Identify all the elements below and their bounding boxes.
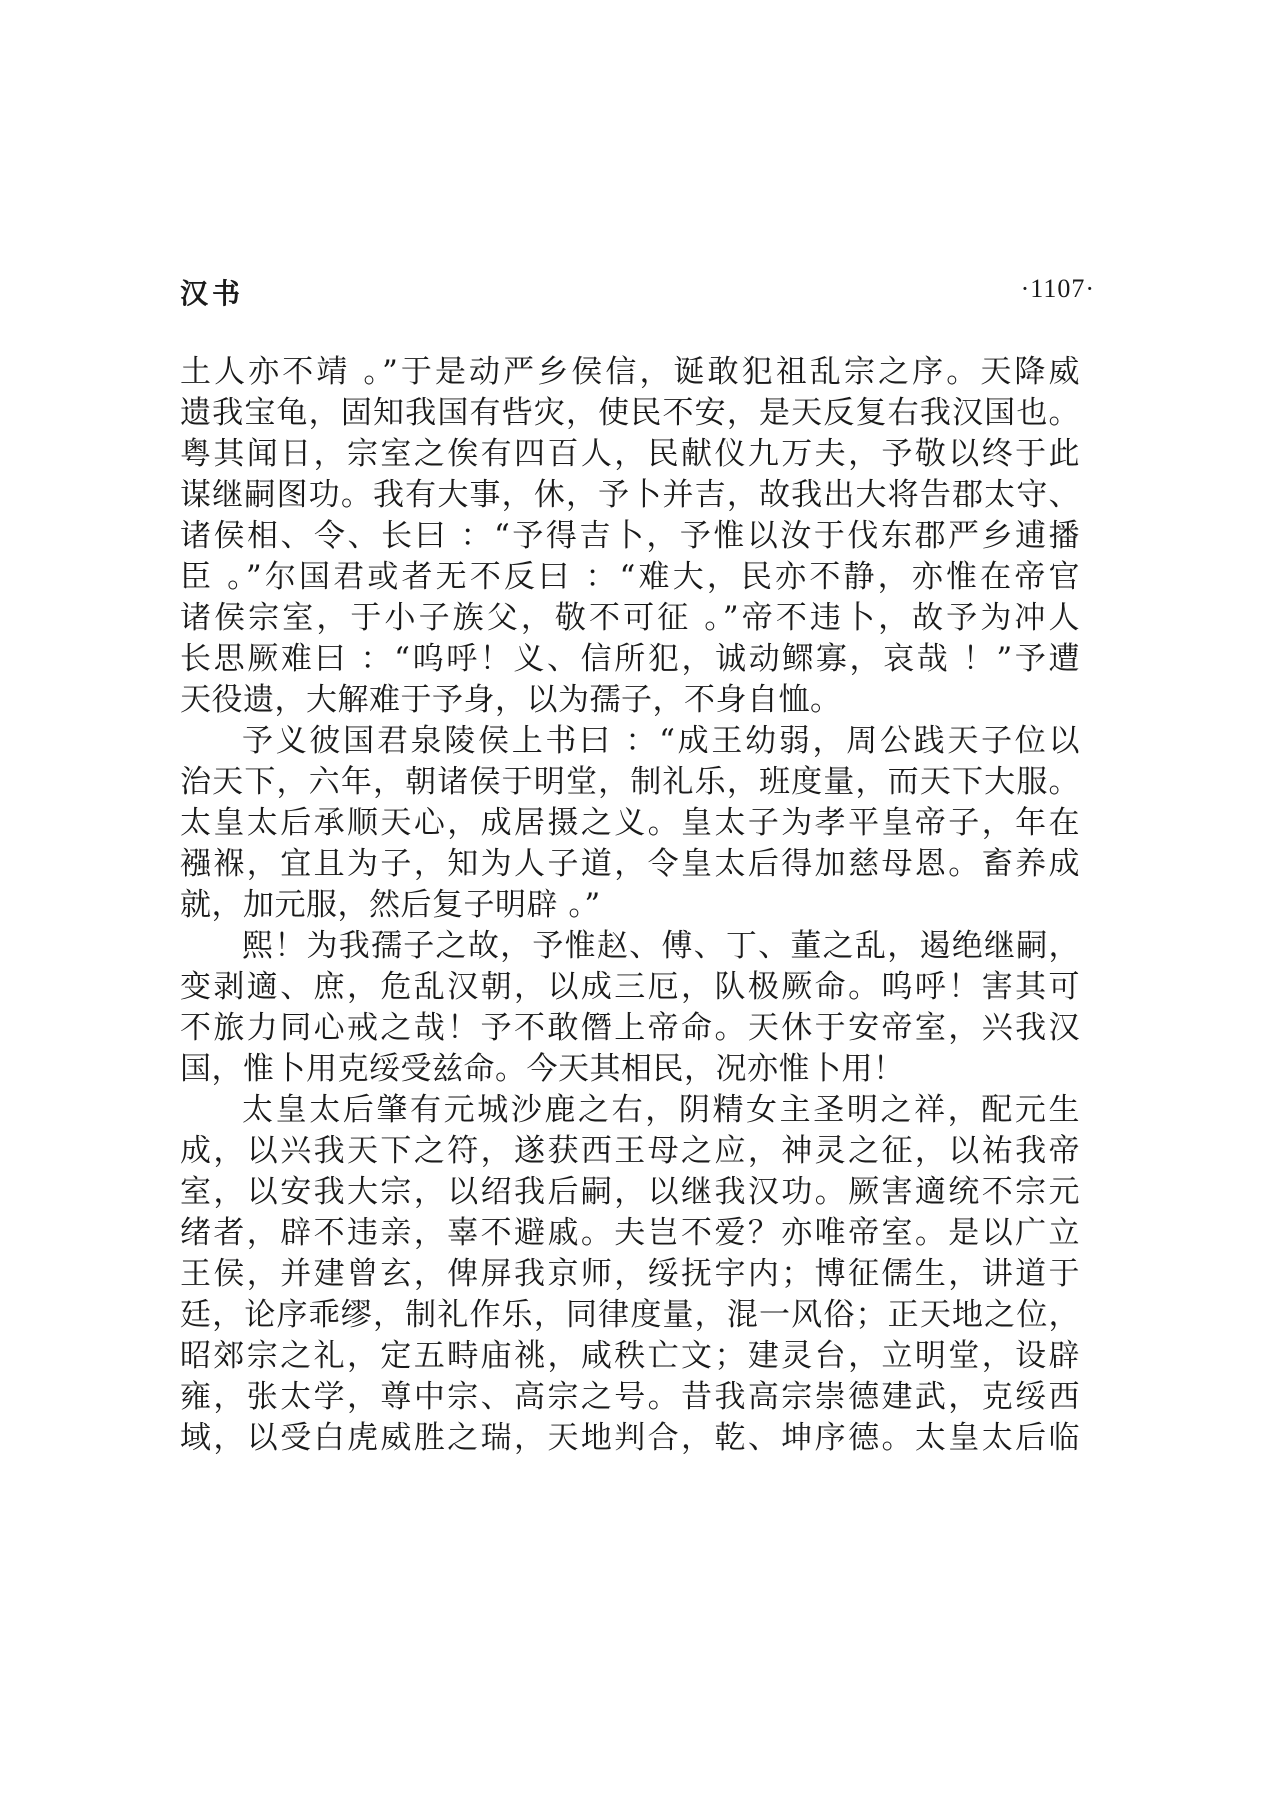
text-line: 不旅力同心戒之哉！予不敢僭上帝命。天休于安帝室，兴我汉 <box>180 1010 1080 1046</box>
text-line: 熙！为我孺子之故，予惟赵、傅、丁、董之乱，遏绝继嗣， <box>242 928 1080 964</box>
text-line: 室，以安我大宗，以绍我后嗣，以继我汉功。厥害適统不宗元 <box>180 1174 1080 1210</box>
page-header <box>180 272 1095 312</box>
text-line: 土人亦不靖 。”于是动严乡侯信，诞敢犯祖乱宗之序。天降威 <box>180 354 1080 390</box>
page-body <box>180 352 1080 1459</box>
text-line: 天役遗，大解难于予身，以为孺子，不身自恤。 <box>180 682 842 718</box>
text-line: 雍，张太学，尊中宗、高宗之号。昔我高宗崇德建武，克绥西 <box>180 1379 1080 1415</box>
text-line: 臣 。”尔国君或者无不反曰 ：“难大，民亦不静，亦惟在帝官 <box>180 559 1080 595</box>
text-line: 遗我宝龟，固知我国有呰灾，使民不安，是天反复右我汉国也。 <box>180 395 1080 431</box>
text-line: 成，以兴我天下之符，遂获西王母之应，神灵之征，以祐我帝 <box>180 1133 1080 1169</box>
text-line: 太皇太后承顺天心，成居摄之义。皇太子为孝平皇帝子，年在 <box>180 805 1080 841</box>
book-title: 汉书 <box>180 277 245 310</box>
text-line: 长思厥难曰 ：“呜呼！义、信所犯，诚动鳏寡，哀哉 ！”予遭 <box>180 641 1080 677</box>
text-line: 粤其闻日，宗室之俟有四百人，民献仪九万夫，予敬以终于此 <box>180 436 1080 472</box>
text-line: 襁褓，宜且为子，知为人子道，令皇太后得加慈母恩。畜养成 <box>180 846 1080 882</box>
text-line: 谋继嗣图功。我有大事，休，予卜并吉，故我出大将告郡太守、 <box>180 477 1080 513</box>
text-line: 就，加元服，然后复子明辟 。” <box>180 887 601 923</box>
text-line: 予义彼国君泉陵侯上书曰 ：“成王幼弱，周公践天子位以 <box>242 723 1080 759</box>
text-line: 绪者，辟不违亲，辜不避戚。夫岂不爱？亦唯帝室。是以广立 <box>180 1215 1080 1251</box>
text-line: 域，以受白虎威胜之瑞，天地判合，乾、坤序德。太皇太后临 <box>180 1420 1080 1456</box>
text-line: 王侯，并建曾玄，俾屏我京师，绥抚宇内；博征儒生，讲道于 <box>180 1256 1080 1292</box>
text-line: 变剥適、庶，危乱汉朝，以成三厄，队极厥命。呜呼！害其可 <box>180 969 1080 1005</box>
text-line: 廷，论序乖缪，制礼作乐，同律度量，混一风俗；正天地之位， <box>180 1297 1080 1333</box>
text-line: 国，惟卜用克绥受兹命。今天其相民，况亦惟卜用！ <box>180 1051 905 1087</box>
text-line: 昭郊宗之礼，定五畤庙祧，咸秩亡文；建灵台，立明堂，设辟 <box>180 1338 1080 1374</box>
text-line: 诸侯相、令、长曰 ：“予得吉卜，予惟以汝于伐东郡严乡逋播 <box>180 518 1080 554</box>
text-line: 治天下，六年，朝诸侯于明堂，制礼乐，班度量，而天下大服。 <box>180 764 1080 800</box>
text-line: 太皇太后肇有元城沙鹿之右，阴精女主圣明之祥，配元生 <box>242 1092 1080 1128</box>
text-line: 诸侯宗室，于小子族父，敬不可征 。”帝不违卜，故予为冲人 <box>180 600 1080 636</box>
page-number: ·1107· <box>1020 274 1095 303</box>
